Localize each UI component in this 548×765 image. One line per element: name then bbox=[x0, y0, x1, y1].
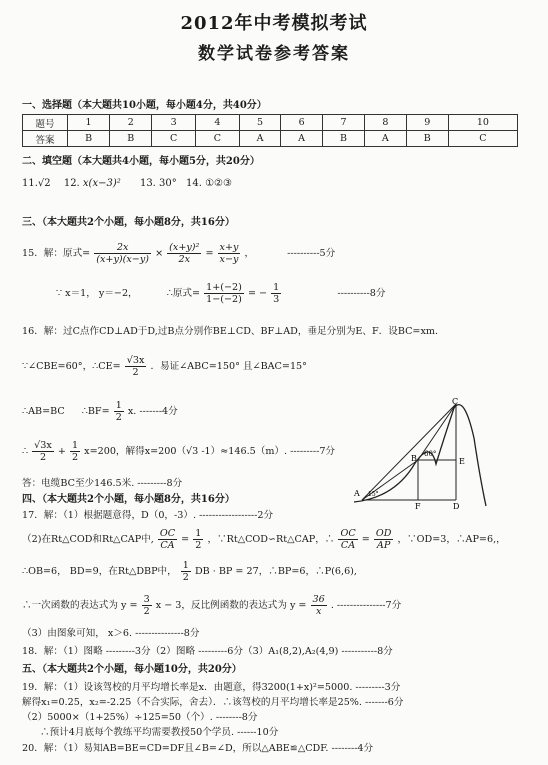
q20-line: 20．解：（1）易知AB=BE=CD=DF且∠B=∠D，所以△ABE≌△CDF. --------4分 bbox=[22, 743, 374, 754]
table-cell: B bbox=[110, 131, 152, 147]
document-subtitle: 数学试卷参考答案 bbox=[198, 44, 350, 64]
section-5-heading: 五、（本大题共2个小题，每小题10分，共20分） bbox=[22, 664, 242, 675]
q17-line-4: ∴一次函数的表达式为 y = $\frac{3}{2}$ x − 3，反比例函数的表达式为 y = $\frac{36}{x}$ . ---------------7分 bbox=[22, 594, 402, 618]
q15-fraction-5: $\frac{1}{3}$ bbox=[273, 282, 280, 306]
table-cell: A bbox=[239, 131, 281, 147]
line-ac bbox=[362, 404, 456, 500]
table-cell: 5 bbox=[239, 115, 281, 131]
q15-fraction-4: $\frac{1+(-2)}{1-(-2)}$ bbox=[206, 282, 242, 306]
answer-13-label: 13. bbox=[139, 178, 156, 189]
q15-fraction-1: $\frac{2x}{(x+y)(x-y)}$ bbox=[96, 242, 149, 266]
table-cell: C bbox=[196, 131, 240, 147]
q15-line-2: ∵ x＝1， y＝−2， ∴原式= $\frac{1+(-2)}{1-(-2)}$ = − $\frac{1}{3}$ ----------8分 bbox=[56, 282, 386, 306]
table-head-number: 题号 bbox=[23, 115, 68, 131]
table-cell: B bbox=[322, 131, 364, 147]
table-cell: 8 bbox=[365, 115, 407, 131]
table-cell: 9 bbox=[406, 115, 448, 131]
answer-11-value: √2 bbox=[37, 178, 51, 189]
q15-score-1: ----------5分 bbox=[287, 248, 336, 260]
q18-line: 18．解：（1）图略 ---------3分（2）图略 ---------6分（3）A₁(8,2),A₂(4,9) -----------8分 bbox=[22, 646, 393, 657]
q17-line-1: 17．解：（1）根据题意得，D（0，-3）. ------------------2分 bbox=[22, 510, 274, 521]
table-head-answer: 答案 bbox=[23, 131, 68, 147]
figure-label-b: B bbox=[411, 454, 417, 463]
table-cell: C bbox=[448, 131, 517, 147]
section-2-heading: 二、填空题（本大题共4小题，每小题5分，共20分） bbox=[22, 156, 260, 167]
q16-line-1: 16．解：过C点作CD⊥AD于D,过B点分别作BE⊥CD、BF⊥AD，垂足分别为E、F．设BC=xm. bbox=[22, 326, 439, 337]
q19-line-4: ∴预计4月底每个教练平均需要教授50个学员. ------10分 bbox=[40, 727, 279, 738]
q19-line-2: 解得x₁=0.25，x₂=-2.25（不合实际，舍去）．∴该驾校的月平均增长率是25%. -------6分 bbox=[22, 697, 404, 708]
table-cell: 6 bbox=[281, 115, 323, 131]
figure-label-60: 60° bbox=[424, 450, 437, 458]
section-1-heading: 一、选择题（本大题共10小题，每小题4分，共40分） bbox=[22, 100, 267, 111]
table-cell: 1 bbox=[68, 115, 110, 131]
q17-line-5: （3）由图象可知， x＞6. ---------------8分 bbox=[22, 628, 200, 639]
q15-given: ∵ x＝1， y＝−2， bbox=[56, 288, 138, 300]
q15-prefix: 15．解：原式= bbox=[22, 248, 91, 260]
table-cell: 10 bbox=[448, 115, 517, 131]
answer-table bbox=[22, 114, 518, 147]
figure-label-a: A bbox=[354, 489, 360, 498]
table-cell: B bbox=[68, 131, 110, 147]
answer-12-label: 12. bbox=[63, 178, 80, 189]
q19-line-1: 19．解：（1）设该驾校的月平均增长率是x．由题意，得3200(1+x)²=5000. ---------3分 bbox=[22, 682, 401, 693]
table-cell: A bbox=[365, 131, 407, 147]
q15-line-1: 15．解：原式= $\frac{2x}{(x+y)(x-y)}$ × $\frac{\text{(x+y)²}}{2x}$ = $\frac{x+y}{x-y}$ ， ----------5分 bbox=[22, 242, 336, 266]
section-3-heading: 三、（本大题共2个小题，每小题8分，共16分） bbox=[22, 217, 235, 228]
q16-line-5: 答：电缆BC至少146.5米. ---------8分 bbox=[22, 478, 183, 489]
figure-label-e: E bbox=[459, 457, 465, 466]
table-cell: 3 bbox=[152, 115, 196, 131]
q15-fraction-2: $\frac{\text{(x+y)²}}{2x}$ bbox=[169, 242, 200, 266]
fill-in-answers bbox=[22, 178, 232, 190]
q17-line-2: （2)在Rt△COD和Rt△CAP中, $\frac{OC}{CA}$ = $\frac{1}{2}$ ，∵Rt△COD∽Rt△CAP，∴ $\frac{OC}{CA}$ = $\frac{OD}{AP}$ ，∵OD=3，∴AP=6,， bbox=[22, 528, 506, 552]
table-cell: 7 bbox=[322, 115, 364, 131]
table-cell: C bbox=[152, 131, 196, 147]
q16-line-3: ∴AB=BC ∴BF= $\frac{1}{2}$ x. -------4分 bbox=[22, 400, 178, 424]
q16-line-2: ∵∠CBE=60°，∴CE= $\frac{√3x}{2}$ ．易证∠ABC=150° 且∠BAC=15° bbox=[22, 355, 307, 379]
q15-fraction-3: $\frac{x+y}{x-y}$ bbox=[219, 242, 239, 266]
answer-12-value: x(x−3)² bbox=[82, 178, 121, 189]
q19-line-3: （2）5000×（1+25%）÷125=50（个）. --------8分 bbox=[22, 712, 258, 723]
answer-13-value: 30° bbox=[159, 178, 177, 189]
section-4-heading: 四、（本大题共2个小题，每小题8分，共16分） bbox=[22, 494, 235, 505]
q15-score-2: ----------8分 bbox=[337, 288, 386, 300]
table-cell: 2 bbox=[110, 115, 152, 131]
figure-label-d: D bbox=[453, 502, 460, 510]
answer-14-label: 14. bbox=[185, 178, 202, 189]
table-row-numbers bbox=[23, 115, 518, 131]
q17-line-3: ∴OB=6， BD=9，在Rt△DBP中， $\frac{1}{2}$ DB · BP = 27，∴BP=6，∴P(6,6), bbox=[22, 560, 357, 584]
figure-label-f: F bbox=[415, 502, 421, 510]
table-cell: 4 bbox=[196, 115, 240, 131]
table-cell: B bbox=[406, 131, 448, 147]
q16-geometry-figure bbox=[352, 398, 502, 510]
table-cell: A bbox=[281, 131, 323, 147]
table-row-answers bbox=[23, 131, 518, 147]
answer-11-label: 11. bbox=[22, 178, 38, 189]
figure-label-c: C bbox=[452, 398, 459, 406]
figure-label-15: 15° bbox=[368, 491, 379, 498]
document-title: 2012年中考模拟考试 bbox=[180, 13, 368, 34]
q16-line-4: ∴ $\frac{√3x}{2}$ + $\frac{1}{2}$ x=200，解得x=200（√3 -1）≈146.5（m）. ---------7分 bbox=[22, 440, 336, 464]
answer-14-value: ①②③ bbox=[205, 178, 232, 189]
